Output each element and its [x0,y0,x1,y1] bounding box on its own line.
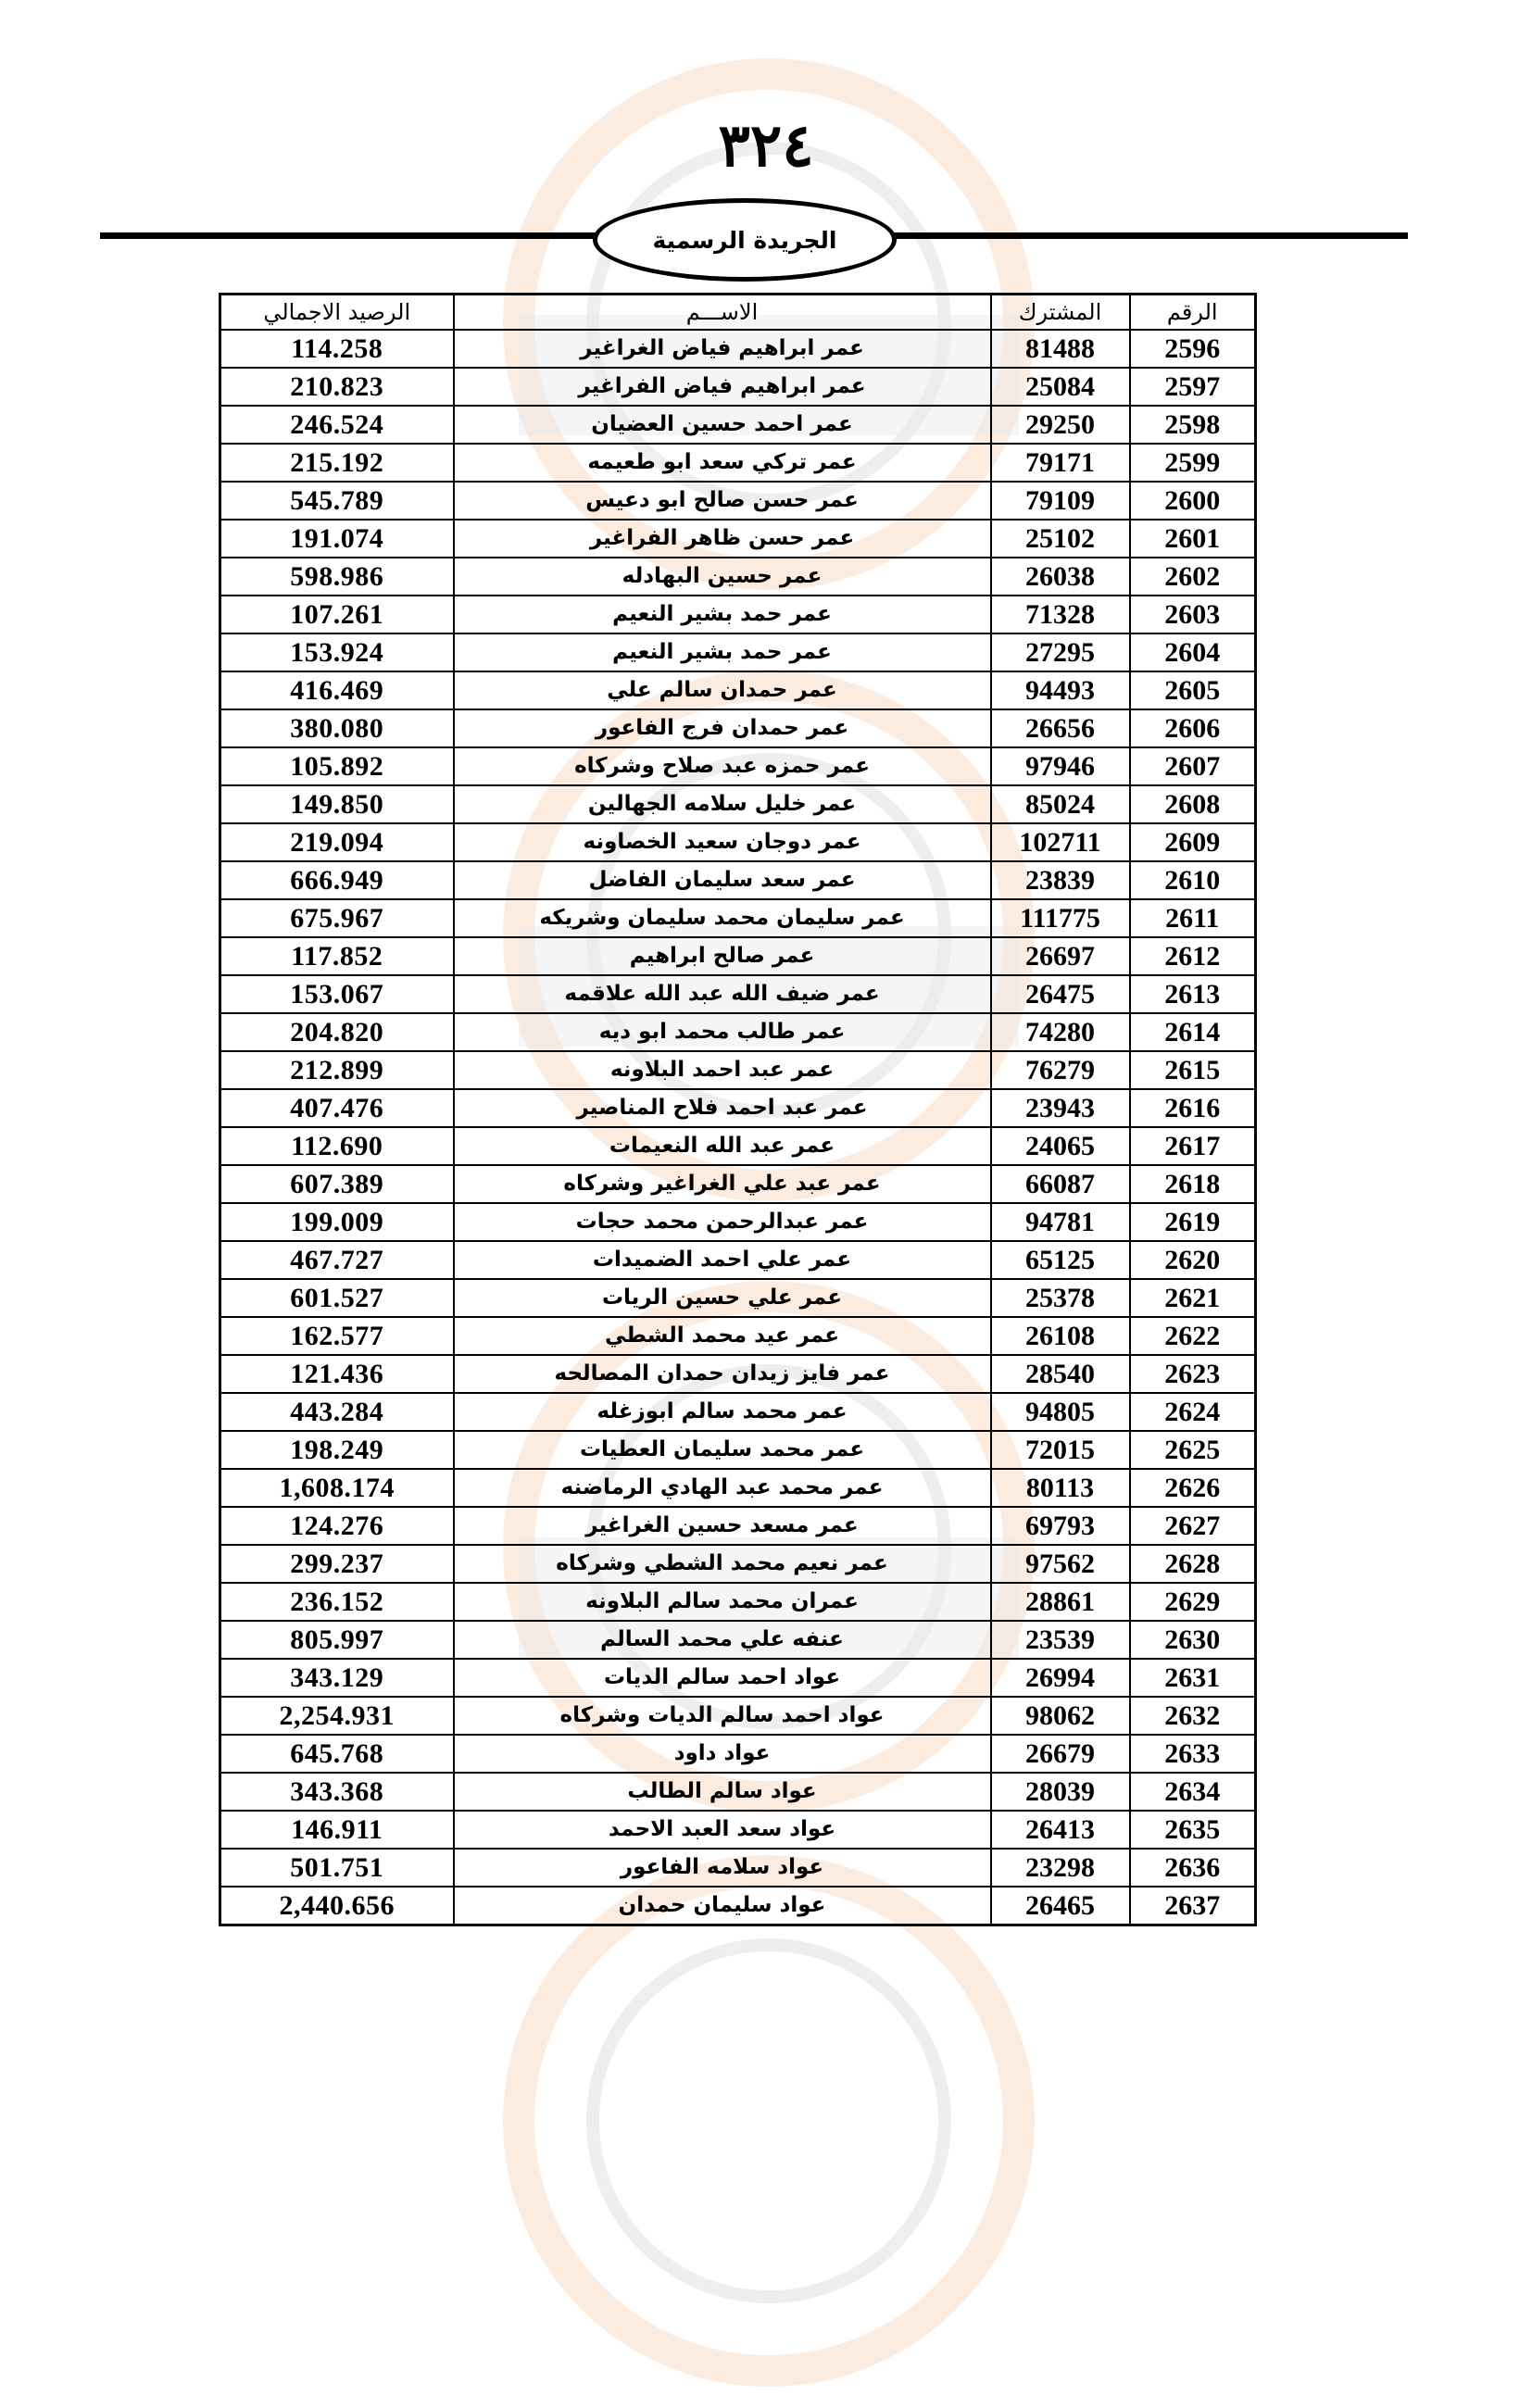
row-number: 2625 [1130,1431,1256,1469]
table-header-row [220,295,1256,331]
table-row [220,482,1256,520]
subscriber-id: 26679 [991,1735,1130,1773]
subscriber-id: 66087 [991,1165,1130,1203]
total-balance: 380.080 [220,709,454,747]
row-number: 2619 [1130,1203,1256,1241]
subscriber-name: عمر خليل سلامه الجهالين [454,785,991,823]
subscriber-name: عمر حسين البهادله [454,558,991,596]
subscriber-id: 23839 [991,861,1130,899]
subscriber-name: عمر حسن صالح ابو دعيس [454,482,991,520]
total-balance: 212.899 [220,1051,454,1089]
subscriber-name: عواد احمد سالم الديات [454,1659,991,1697]
subscriber-name: عمر محمد سالم ابوزغله [454,1393,991,1431]
subscriber-name: عمر علي حسين الريات [454,1279,991,1317]
row-number: 2620 [1130,1241,1256,1279]
table-row [220,861,1256,899]
row-number: 2634 [1130,1773,1256,1811]
total-balance: 246.524 [220,406,454,444]
row-number: 2629 [1130,1583,1256,1621]
total-balance: 146.911 [220,1811,454,1849]
total-balance: 215.192 [220,444,454,482]
subscriber-name: عمر حسن ظاهر الفراغير [454,520,991,558]
total-balance: 219.094 [220,823,454,861]
subscriber-name: عمر عبد احمد فلاح المناصير [454,1089,991,1127]
table-row [220,1355,1256,1393]
total-balance: 2,254.931 [220,1697,454,1735]
table-row [220,1431,1256,1469]
subscriber-id: 26413 [991,1811,1130,1849]
subscriber-name: عواد سالم الطالب [454,1773,991,1811]
total-balance: 598.986 [220,558,454,596]
total-balance: 162.577 [220,1317,454,1355]
subscriber-name: عمر علي احمد الضميدات [454,1241,991,1279]
subscriber-name: عمر مسعد حسين الغراغير [454,1507,991,1545]
table-row [220,1659,1256,1697]
subscriber-id: 80113 [991,1469,1130,1507]
total-balance: 105.892 [220,747,454,785]
total-balance: 149.850 [220,785,454,823]
row-number: 2606 [1130,709,1256,747]
total-balance: 198.249 [220,1431,454,1469]
row-number: 2622 [1130,1317,1256,1355]
subscriber-name: عواد سليمان حمدان [454,1887,991,1925]
subscriber-name: عمر محمد سليمان العطيات [454,1431,991,1469]
subscriber-id: 94781 [991,1203,1130,1241]
total-balance: 343.129 [220,1659,454,1697]
subscriber-name: عمر عبد احمد البلاونه [454,1051,991,1089]
total-balance: 545.789 [220,482,454,520]
row-number: 2599 [1130,444,1256,482]
subscriber-id: 26697 [991,937,1130,975]
row-number: 2628 [1130,1545,1256,1583]
total-balance: 191.074 [220,520,454,558]
total-balance: 407.476 [220,1089,454,1127]
table-row [220,1241,1256,1279]
table-row [220,1127,1256,1165]
row-number: 2611 [1130,899,1256,937]
table-body [220,330,1256,1925]
subscriber-id: 26994 [991,1659,1130,1697]
subscriber-id: 28540 [991,1355,1130,1393]
row-number: 2613 [1130,975,1256,1013]
row-number: 2612 [1130,937,1256,975]
table-row [220,368,1256,406]
table-row [220,1013,1256,1051]
row-number: 2623 [1130,1355,1256,1393]
table-row [220,747,1256,785]
subscriber-id: 94493 [991,671,1130,709]
total-balance: 210.823 [220,368,454,406]
table-row [220,1583,1256,1621]
row-number: 2605 [1130,671,1256,709]
table-row [220,1393,1256,1431]
total-balance: 675.967 [220,899,454,937]
table-row [220,1697,1256,1735]
table-row [220,671,1256,709]
subscriber-name: عمر عبد الله النعيمات [454,1127,991,1165]
table-row [220,520,1256,558]
subscriber-id: 26465 [991,1887,1130,1925]
row-number: 2601 [1130,520,1256,558]
subscriber-name: عواد سلامه الفاعور [454,1849,991,1887]
row-number: 2624 [1130,1393,1256,1431]
subscriber-id: 26475 [991,975,1130,1013]
header-subscriber: المشترك [991,295,1130,331]
subscriber-id: 23943 [991,1089,1130,1127]
subscriber-id: 23539 [991,1621,1130,1659]
subscriber-name: عمر فايز زيدان حمدان المصالحه [454,1355,991,1393]
table-row [220,1469,1256,1507]
subscriber-id: 28039 [991,1773,1130,1811]
subscriber-id: 27295 [991,633,1130,671]
total-balance: 124.276 [220,1507,454,1545]
table-row [220,1735,1256,1773]
row-number: 2618 [1130,1165,1256,1203]
row-number: 2630 [1130,1621,1256,1659]
row-number: 2633 [1130,1735,1256,1773]
row-number: 2617 [1130,1127,1256,1165]
subscriber-name: عمر حمد بشير النعيم [454,633,991,671]
table-row [220,709,1256,747]
row-number: 2602 [1130,558,1256,596]
row-number: 2621 [1130,1279,1256,1317]
subscriber-id: 26038 [991,558,1130,596]
row-number: 2610 [1130,861,1256,899]
row-number: 2598 [1130,406,1256,444]
subscriber-id: 26656 [991,709,1130,747]
subscriber-name: عمر ابراهيم فياض الفراغير [454,368,991,406]
total-balance: 607.389 [220,1165,454,1203]
table-row [220,1317,1256,1355]
table-row [220,1507,1256,1545]
table-row [220,1203,1256,1241]
table-row [220,1773,1256,1811]
total-balance: 2,440.656 [220,1887,454,1925]
total-balance: 343.368 [220,1773,454,1811]
header-name: الاســـم [454,295,991,331]
row-number: 2597 [1130,368,1256,406]
subscriber-name: عمر حمزه عبد صلاح وشركاه [454,747,991,785]
row-number: 2635 [1130,1811,1256,1849]
table-row [220,1545,1256,1583]
subscriber-id: 79109 [991,482,1130,520]
table-row [220,1887,1256,1925]
subscriber-name: عمر سليمان محمد سليمان وشريكه [454,899,991,937]
subscriber-id: 65125 [991,1241,1130,1279]
subscriber-id: 74280 [991,1013,1130,1051]
table-row [220,1279,1256,1317]
table-row [220,1051,1256,1089]
header-number: الرقم [1130,295,1256,331]
total-balance: 117.852 [220,937,454,975]
table-row [220,937,1256,975]
subscriber-name: عمر عبدالرحمن محمد حجات [454,1203,991,1241]
row-number: 2616 [1130,1089,1256,1127]
total-balance: 299.237 [220,1545,454,1583]
subscriber-id: 28861 [991,1583,1130,1621]
table-row [220,444,1256,482]
table-row [220,785,1256,823]
total-balance: 467.727 [220,1241,454,1279]
subscriber-id: 23298 [991,1849,1130,1887]
subscriber-id: 76279 [991,1051,1130,1089]
gazette-title-oval [593,198,897,282]
roster-table-container [219,293,1254,1926]
gazette-title: الجريدة الرسمية [652,226,837,254]
row-number: 2608 [1130,785,1256,823]
total-balance: 107.261 [220,596,454,633]
subscriber-id: 85024 [991,785,1130,823]
subscriber-id: 97946 [991,747,1130,785]
table-row [220,1849,1256,1887]
subscriber-id: 25102 [991,520,1130,558]
subscriber-name: عواد داود [454,1735,991,1773]
total-balance: 645.768 [220,1735,454,1773]
total-balance: 601.527 [220,1279,454,1317]
table-row [220,899,1256,937]
subscriber-name: عمر نعيم محمد الشطي وشركاه [454,1545,991,1583]
row-number: 2636 [1130,1849,1256,1887]
subscriber-name: عمر احمد حسين العضيان [454,406,991,444]
table-row [220,975,1256,1013]
page-number: ٣٢٤ [718,111,814,181]
subscriber-name: عواد سعد العبد الاحمد [454,1811,991,1849]
subscriber-name: عمران محمد سالم البلاونه [454,1583,991,1621]
row-number: 2604 [1130,633,1256,671]
total-balance: 121.436 [220,1355,454,1393]
subscriber-name: عمر حمدان فرج الفاعور [454,709,991,747]
subscriber-name: عمر ضيف الله عبد الله علاقمه [454,975,991,1013]
row-number: 2615 [1130,1051,1256,1089]
subscriber-name: عمر عبد علي الغراغير وشركاه [454,1165,991,1203]
subscriber-name: عمر حمدان سالم علي [454,671,991,709]
total-balance: 416.469 [220,671,454,709]
subscriber-id: 94805 [991,1393,1130,1431]
table-row [220,1089,1256,1127]
row-number: 2632 [1130,1697,1256,1735]
subscriber-id: 25378 [991,1279,1130,1317]
subscriber-id: 79171 [991,444,1130,482]
total-balance: 805.997 [220,1621,454,1659]
subscriber-name: عنفه علي محمد السالم [454,1621,991,1659]
table-row [220,1165,1256,1203]
subscriber-id: 29250 [991,406,1130,444]
table-row [220,406,1256,444]
total-balance: 153.924 [220,633,454,671]
table-row [220,596,1256,633]
table-row [220,558,1256,596]
total-balance: 501.751 [220,1849,454,1887]
subscriber-name: عمر حمد بشير النعيم [454,596,991,633]
table-row [220,633,1256,671]
roster-table [219,293,1257,1926]
table-row [220,1811,1256,1849]
subscriber-id: 25084 [991,368,1130,406]
subscriber-name: عمر تركي سعد ابو طعيمه [454,444,991,482]
row-number: 2607 [1130,747,1256,785]
row-number: 2614 [1130,1013,1256,1051]
subscriber-id: 72015 [991,1431,1130,1469]
total-balance: 199.009 [220,1203,454,1241]
subscriber-id: 97562 [991,1545,1130,1583]
total-balance: 666.949 [220,861,454,899]
subscriber-name: عمر دوجان سعيد الخصاونه [454,823,991,861]
subscriber-name: عمر عيد محمد الشطي [454,1317,991,1355]
total-balance: 236.152 [220,1583,454,1621]
subscriber-id: 111775 [991,899,1130,937]
subscriber-name: عمر ابراهيم فياض الغراغير [454,330,991,368]
subscriber-name: عمر صالح ابراهيم [454,937,991,975]
subscriber-id: 71328 [991,596,1130,633]
row-number: 2626 [1130,1469,1256,1507]
subscriber-id: 102711 [991,823,1130,861]
total-balance: 153.067 [220,975,454,1013]
row-number: 2600 [1130,482,1256,520]
subscriber-id: 24065 [991,1127,1130,1165]
row-number: 2631 [1130,1659,1256,1697]
total-balance: 1,608.174 [220,1469,454,1507]
subscriber-id: 98062 [991,1697,1130,1735]
subscriber-name: عمر طالب محمد ابو ديه [454,1013,991,1051]
subscriber-id: 69793 [991,1507,1130,1545]
subscriber-id: 81488 [991,330,1130,368]
total-balance: 443.284 [220,1393,454,1431]
subscriber-id: 26108 [991,1317,1130,1355]
header-balance: الرصيد الاجمالي [220,295,454,331]
table-row [220,330,1256,368]
row-number: 2637 [1130,1887,1256,1925]
total-balance: 114.258 [220,330,454,368]
total-balance: 112.690 [220,1127,454,1165]
subscriber-name: عمر سعد سليمان الفاضل [454,861,991,899]
row-number: 2603 [1130,596,1256,633]
table-row [220,823,1256,861]
subscriber-name: عواد احمد سالم الديات وشركاه [454,1697,991,1735]
row-number: 2596 [1130,330,1256,368]
table-row [220,1621,1256,1659]
total-balance: 204.820 [220,1013,454,1051]
row-number: 2609 [1130,823,1256,861]
subscriber-name: عمر محمد عبد الهادي الرماضنه [454,1469,991,1507]
row-number: 2627 [1130,1507,1256,1545]
